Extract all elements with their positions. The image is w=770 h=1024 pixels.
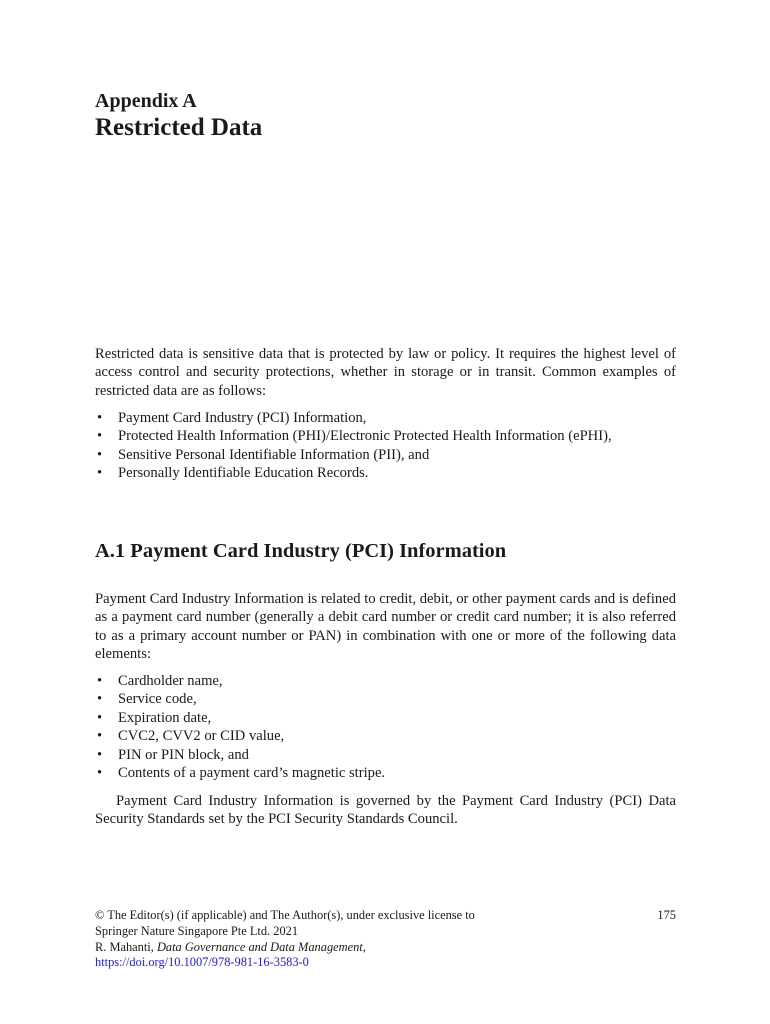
intro-paragraph: Restricted data is sensitive data that is protected by law or policy. It requires the highest level of access control and security protections, whether in storage or in transit. Common examples of restricted data are as follows: [95,346,676,399]
bullet-icon: • [97,428,103,445]
pci-data-elements-list [95,672,676,782]
list-item: • Personally Identifiable Education Records. [97,465,369,482]
list-item: • Payment Card Industry (PCI) Information, [97,410,367,426]
bullet-icon: • [97,746,103,763]
list-item: • Sensitive Personal Identifiable Information (PII), and [97,446,430,463]
list-item: • Service code, [97,691,197,708]
page-number: 175 [657,908,676,922]
citation-suffix: , [362,939,366,954]
pci-definition-paragraph: Payment Card Industry Information is related to credit, debit, or other payment cards and is defined as a payment card number (generally a debit card number or credit card number; it is also referred to as a primary account number or PAN) in combination with one or more of the following data elements: [95,591,676,663]
bullet-icon: • [97,673,103,689]
license-line: © The Editor(s) (if applicable) and The Author(s), under exclusive license to [95,908,475,922]
bullet-icon: • [97,410,103,426]
appendix-label: Appendix A [95,90,197,112]
bullet-icon: • [97,465,103,482]
bullet-icon: • [97,765,103,782]
citation-line [95,940,676,956]
bullet-icon: • [97,691,103,708]
list-item: • CVC2, CVV2 or CID value, [97,728,285,745]
publisher-line: Springer Nature Singapore Pte Ltd. 2021 [95,923,299,938]
list-item: • Cardholder name, [97,673,223,689]
bullet-icon: • [97,446,103,463]
restricted-data-examples-list [95,409,676,483]
chapter-title: Restricted Data [95,114,263,141]
section-heading: A.1 Payment Card Industry (PCI) Information [95,540,507,562]
list-item: • Expiration date, [97,709,212,726]
copyright-footer [95,908,676,971]
author-name: R. Mahanti, [95,939,157,954]
bullet-icon: • [97,709,103,726]
book-title: Data Governance and Data Management [156,939,363,954]
pci-governance-paragraph: Payment Card Industry Information is governed by the Payment Card Industry (PCI) Data Security Standards set by the PCI Security Standards Council. [95,793,676,828]
bullet-icon: • [97,728,103,745]
doi-link[interactable]: https://doi.org/10.1007/978-981-16-3583-0 [95,955,309,970]
list-item: • Contents of a payment card’s magnetic stripe. [97,765,386,782]
list-item: • PIN or PIN block, and [97,746,249,763]
list-item: • Protected Health Information (PHI)/Electronic Protected Health Information (ePHI), [97,428,612,445]
